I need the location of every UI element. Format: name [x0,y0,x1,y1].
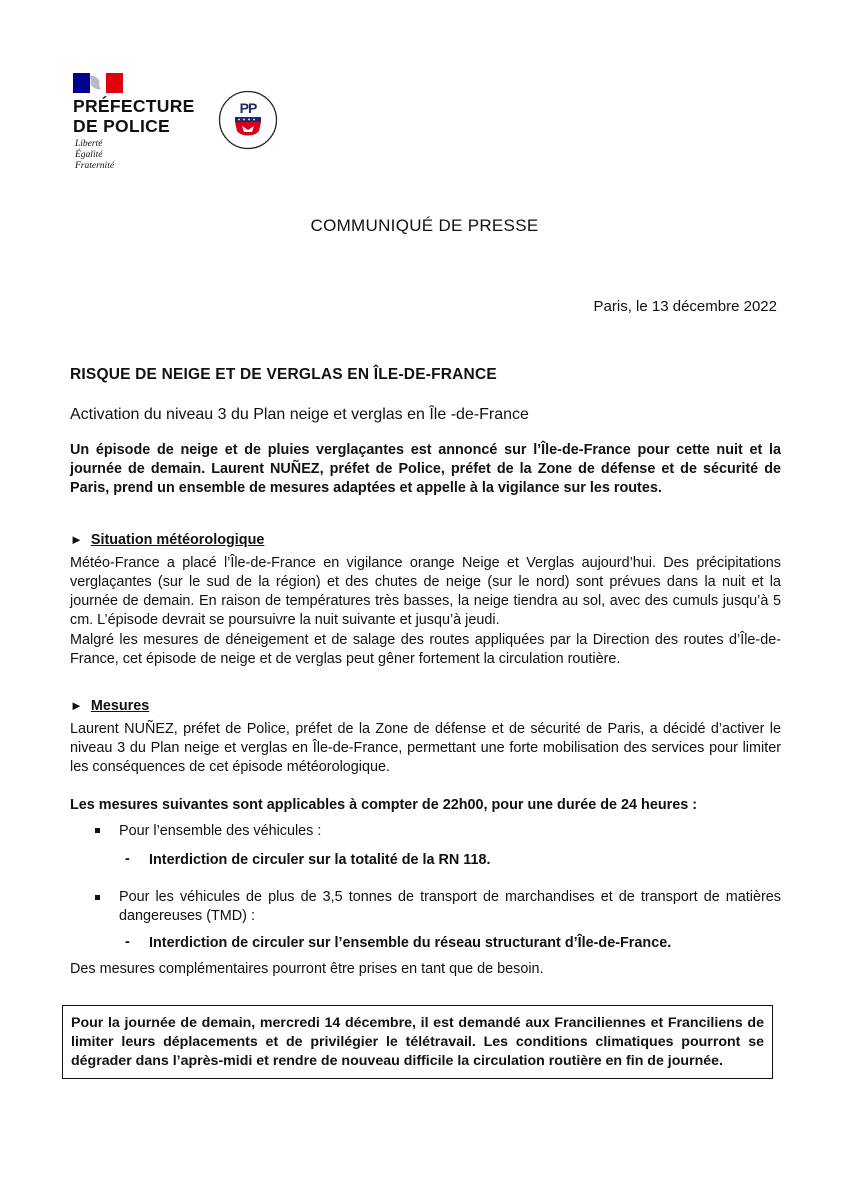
section-heading-meteo [70,530,781,550]
headline: RISQUE DE NEIGE ET DE VERGLAS EN ÎLE-DE-FRANCE [70,366,497,383]
meteo-paragraph-2: Malgré les mesures de déneigement et de salage des routes appliquées par la Direction des routes d’Île-de-France, cet épisode de neige et de verglas peut gêner fortement la circulation routière. [70,632,781,667]
lead-paragraph: Un épisode de neige et de pluies verglaçantes est annoncé sur l’Île-de-France pour cette nuit et la journée de demain. Laurent NUÑEZ, préfet de Police, préfet de la Zone de défense et de sécurité de Paris, prend un ensemble de mesures adaptées et appelle à la vigilance sur les routes. [70,442,781,496]
motto-egalite: Égalité [75,150,103,160]
measure-item-1-detail: Interdiction de circuler sur la totalité de la RN 118. [149,852,491,868]
meteo-paragraph-1: Météo-France a placé l’Île-de-France en vigilance orange Neige et Verglas aujourd’hui. Des précipitations verglaçantes (sur le sud de la région) et des chutes de neige (sur le nord) sont prévues dans la nuit et la journée de demain. En raison de températures très basses, la neige tiendra au sol, avec des cumuls jusqu’à 5 cm. L’épisode devrait se poursuivre la nuit suivante et jusqu’à jeudi. [70,555,781,628]
subheadline: Activation du niveau 3 du Plan neige et verglas en Île -de-France [70,406,529,423]
org-name-line1: PRÉFECTURE [73,96,195,116]
document-type-title: COMMUNIQUÉ DE PRESSE [310,216,539,235]
org-name-line2: DE POLICE [73,116,171,136]
notice-box: Pour la journée de demain, mercredi 14 décembre, il est demandé aux Franciliennes et Franciliens de limiter leurs déplacements et de privilégier le télétravail. Les conditions climatiques pourront se dégrader dans l’après-midi et rendre de nouveau difficile la circulation routière en fin de journée. [62,1005,773,1079]
date-line: Paris, le 13 décembre 2022 [593,298,777,315]
triangle-pointer-icon: ► [70,532,83,547]
svg-text:PP: PP [239,100,257,116]
section-title-mesures: Mesures [90,698,150,714]
prefecture-police-seal-logo [218,90,278,150]
bullet-square-icon [95,828,100,833]
motto-fraternite: Fraternité [75,161,115,171]
dash-marker: - [125,851,130,867]
marianne-flag-logo [73,73,123,93]
measure-item-2-detail: Interdiction de circuler sur l’ensemble du réseau structurant d’Île-de-France. [149,935,672,951]
closing-sentence: Des mesures complémentaires pourront être prises en tant que de besoin. [70,961,544,977]
measure-item-2: Pour les véhicules de plus de 3,5 tonnes de transport de marchandises et de transport de matières dangereuses (TMD) : [119,889,781,924]
section-title-meteo: Situation météorologique [90,532,265,548]
dash-marker: - [125,934,130,950]
measures-intro: Les mesures suivantes sont applicables à compter de 22h00, pour une durée de 24 heures : [70,797,698,813]
motto-liberte: Liberté [75,139,103,149]
bullet-square-icon [95,895,100,900]
section-heading-mesures [70,696,781,716]
triangle-pointer-icon: ► [70,698,83,713]
measure-item-1: Pour l’ensemble des véhicules : [119,823,322,839]
mesures-paragraph: Laurent NUÑEZ, préfet de Police, préfet de la Zone de défense et de sécurité de Paris, a décidé d’activer le niveau 3 du Plan neige et verglas en Île-de-France, permettant une forte mobilisation des services pour limiter les conséquences de cet épisode météorologique. [70,721,781,775]
